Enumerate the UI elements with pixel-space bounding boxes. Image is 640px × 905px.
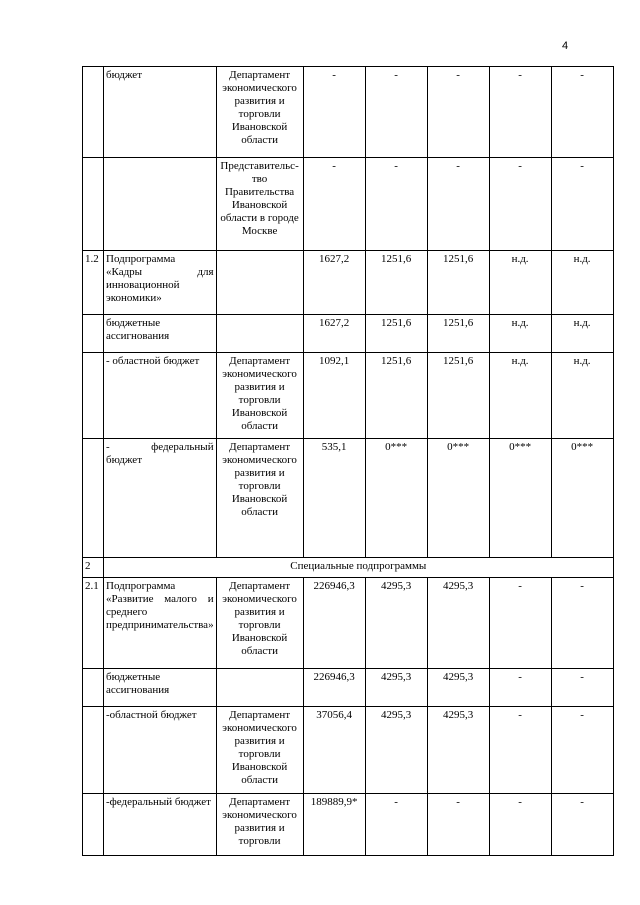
row-value: 0*** xyxy=(427,439,489,558)
row-name: бюджетные ассигнования xyxy=(104,669,217,707)
row-number xyxy=(83,707,104,794)
row-value: 1251,6 xyxy=(365,315,427,353)
section-title: Специальные подпрограммы xyxy=(104,558,614,578)
table-row xyxy=(83,578,614,669)
table-row xyxy=(83,315,614,353)
row-value: 0*** xyxy=(489,439,551,558)
table-row xyxy=(83,439,614,558)
row-name: - областной бюджет xyxy=(104,353,217,439)
row-number xyxy=(83,67,104,158)
row-value: н.д. xyxy=(551,353,613,439)
row-value: - xyxy=(551,578,613,669)
row-number xyxy=(83,353,104,439)
row-value: - xyxy=(551,158,613,251)
row-value: - xyxy=(303,67,365,158)
row-value: 1251,6 xyxy=(365,353,427,439)
row-value: - xyxy=(551,669,613,707)
row-value: 4295,3 xyxy=(365,707,427,794)
row-executor: Департамент экономического развития и торговли Ивановской области xyxy=(216,353,303,439)
row-value: 189889,9* xyxy=(303,794,365,856)
row-number xyxy=(83,315,104,353)
table-body-part2 xyxy=(83,558,614,856)
row-value: 4295,3 xyxy=(427,578,489,669)
row-value: н.д. xyxy=(551,251,613,315)
row-value: - xyxy=(365,794,427,856)
row-executor xyxy=(216,251,303,315)
row-value: 4295,3 xyxy=(365,669,427,707)
row-value: - xyxy=(427,158,489,251)
row-value: 4295,3 xyxy=(365,578,427,669)
row-number xyxy=(83,158,104,251)
section-row xyxy=(83,558,614,578)
row-value: н.д. xyxy=(551,315,613,353)
table-row xyxy=(83,707,614,794)
row-value: - xyxy=(303,158,365,251)
row-value: - xyxy=(365,158,427,251)
row-value: н.д. xyxy=(489,315,551,353)
row-value: - xyxy=(551,794,613,856)
table-row xyxy=(83,669,614,707)
row-value: 1251,6 xyxy=(365,251,427,315)
row-value: н.д. xyxy=(489,251,551,315)
table-row xyxy=(83,67,614,158)
row-name: Подпрограмма «Развитие малого и среднего предпринимательства» xyxy=(104,578,217,669)
row-value: - xyxy=(489,669,551,707)
row-value: 0*** xyxy=(551,439,613,558)
section-number: 2 xyxy=(83,558,104,578)
row-value: - xyxy=(489,158,551,251)
row-value: 1627,2 xyxy=(303,251,365,315)
row-value: - xyxy=(489,794,551,856)
row-number xyxy=(83,439,104,558)
row-value: 1251,6 xyxy=(427,315,489,353)
row-executor: Департамент экономического развития и торговли Ивановской области xyxy=(216,578,303,669)
row-name: Подпрограмма «Кадры для инновационной экономики» xyxy=(104,251,217,315)
row-name: -областной бюджет xyxy=(104,707,217,794)
row-value: 0*** xyxy=(365,439,427,558)
row-name xyxy=(104,158,217,251)
row-value: 226946,3 xyxy=(303,669,365,707)
row-value: н.д. xyxy=(489,353,551,439)
row-name: - федеральный бюджет xyxy=(104,439,217,558)
row-value: 4295,3 xyxy=(427,669,489,707)
row-name: -федеральный бюджет xyxy=(104,794,217,856)
row-number xyxy=(83,669,104,707)
row-executor: Департамент экономического развития и торговли Ивановской области xyxy=(216,439,303,558)
row-number xyxy=(83,794,104,856)
row-number: 1.2 xyxy=(83,251,104,315)
row-number: 2.1 xyxy=(83,578,104,669)
row-value: - xyxy=(489,67,551,158)
row-value: - xyxy=(427,67,489,158)
row-name: бюджет xyxy=(104,67,217,158)
table-row xyxy=(83,794,614,856)
row-executor xyxy=(216,315,303,353)
row-value: 1251,6 xyxy=(427,353,489,439)
budget-table xyxy=(82,66,614,856)
page-number: 4 xyxy=(562,40,569,52)
row-value: - xyxy=(489,707,551,794)
table-body-part1 xyxy=(83,67,614,558)
row-value: 1627,2 xyxy=(303,315,365,353)
table-row xyxy=(83,251,614,315)
row-executor: Департамент экономического развития и торговли Ивановской области xyxy=(216,67,303,158)
row-executor: Департамент экономического развития и торговли xyxy=(216,794,303,856)
row-value: 226946,3 xyxy=(303,578,365,669)
row-value: - xyxy=(551,67,613,158)
row-value: - xyxy=(489,578,551,669)
row-value: 1251,6 xyxy=(427,251,489,315)
row-value: - xyxy=(427,794,489,856)
table-row xyxy=(83,158,614,251)
row-executor xyxy=(216,669,303,707)
table-row xyxy=(83,353,614,439)
row-value: - xyxy=(551,707,613,794)
row-value: 535,1 xyxy=(303,439,365,558)
row-value: 37056,4 xyxy=(303,707,365,794)
row-value: 4295,3 xyxy=(427,707,489,794)
row-value: 1092,1 xyxy=(303,353,365,439)
row-value: - xyxy=(365,67,427,158)
row-name: бюджетные ассигнования xyxy=(104,315,217,353)
row-executor: Представительс-тво Правительства Ивановской области в городе Москве xyxy=(216,158,303,251)
row-executor: Департамент экономического развития и торговли Ивановской области xyxy=(216,707,303,794)
